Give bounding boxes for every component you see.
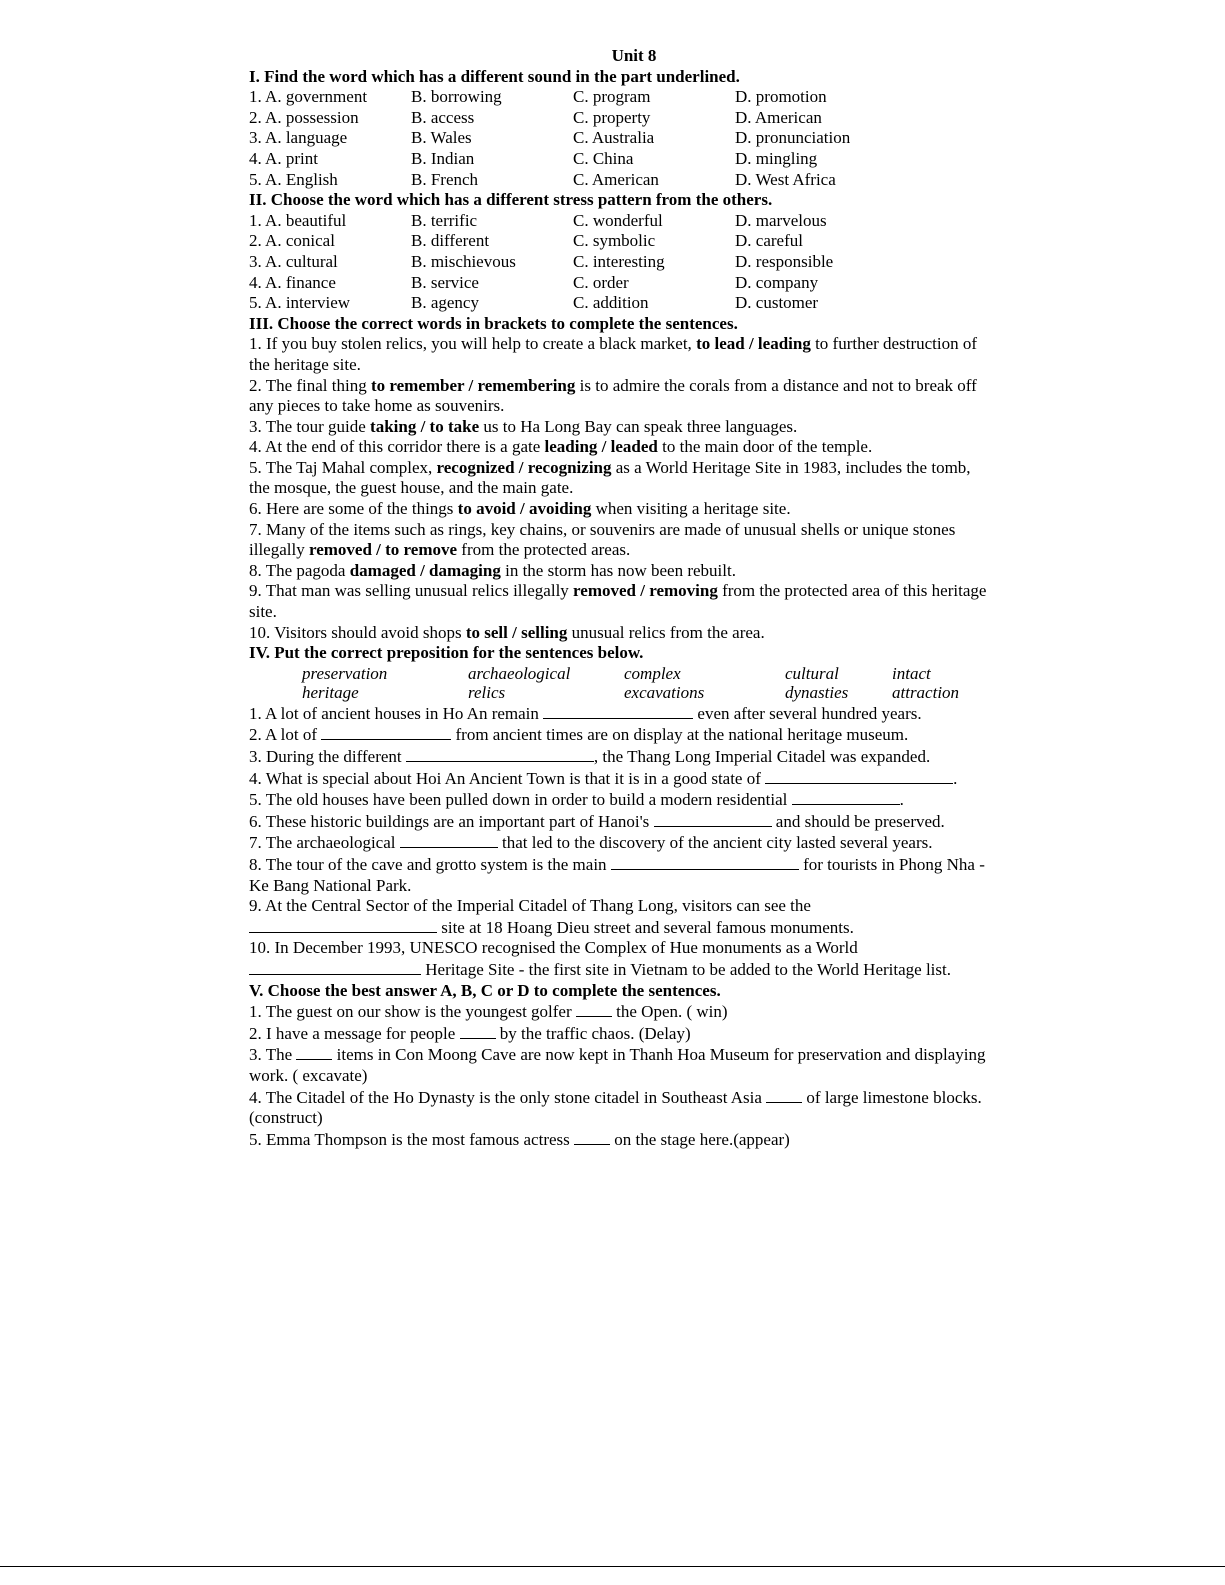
s2-row-3: 3. A. cultural B. mischievous C. interesting D. responsible bbox=[249, 251, 834, 271]
s5-question-4: 4. The Citadel of the Ho Dynasty is the only stone citadel in Southeast Asia of large limestone blocks. (construct) bbox=[249, 1087, 982, 1128]
s2-row-1: 1. A. beautiful B. terrific C. wonderful D. marvelous bbox=[249, 210, 827, 230]
word-bank-item: complex bbox=[624, 663, 681, 683]
word-bank-item: dynasties bbox=[785, 683, 849, 703]
s3-question-10: 10. Visitors should avoid shops to sell / selling unusual relics from the area. bbox=[249, 622, 765, 642]
s5-question-1: 1. The guest on our show is the youngest golfer the Open. ( win) bbox=[249, 1002, 728, 1022]
word-bank-item: relics bbox=[468, 683, 506, 703]
s2-row-5: 5. A. interview B. agency C. addition D. customer bbox=[249, 293, 819, 313]
word-bank-item: attraction bbox=[892, 683, 960, 703]
answer-blank[interactable] bbox=[654, 811, 772, 827]
s4-question-9: 9. At the Central Sector of the Imperial Citadel of Thang Long, visitors can see the site at 18 Hoang Dieu street and several famous monuments. bbox=[249, 896, 854, 937]
worksheet bbox=[249, 46, 989, 1150]
answer-blank[interactable] bbox=[765, 768, 953, 784]
s5-question-3: 3. The items in Con Moong Cave are now kept in Thanh Hoa Museum for preservation and displaying work. ( excavate) bbox=[249, 1045, 986, 1085]
s3-question-4: 4. At the end of this corridor there is a gate leading / leaded to the main door of the temple. bbox=[249, 437, 873, 457]
s3-question-2: 2. The final thing to remember / remembering is to admire the corals from a distance and not to break off any pieces to take home as souvenirs. bbox=[249, 375, 977, 416]
section-1-heading: I. Find the word which has a different sound in the part underlined. bbox=[249, 66, 740, 86]
answer-blank[interactable] bbox=[574, 1129, 610, 1145]
word-bank-item: preservation bbox=[302, 663, 388, 683]
answer-blank[interactable] bbox=[543, 703, 693, 719]
s3-question-8: 8. The pagoda damaged / damaging in the storm has now been rebuilt. bbox=[249, 560, 736, 580]
s3-question-7: 7. Many of the items such as rings, key chains, or souvenirs are made of unusual shells or unique stones illegally removed / to remove from the protected areas. bbox=[249, 519, 956, 560]
answer-blank[interactable] bbox=[321, 724, 451, 740]
s4-question-6: 6. These historic buildings are an important part of Hanoi's and should be preserved. bbox=[249, 811, 945, 831]
word-bank-item: excavations bbox=[624, 683, 705, 703]
section-3-heading: III. Choose the correct words in brackets to complete the sentences. bbox=[249, 313, 738, 333]
s1-row-1: 1. A. government B. borrowing C. program D. promotion bbox=[249, 87, 827, 107]
s4-question-8: 8. The tour of the cave and grotto system is the main for tourists in Phong Nha - Ke Bang National Park. bbox=[249, 854, 985, 895]
s2-row-4: 4. A. finance B. service C. order D. company bbox=[249, 272, 819, 292]
answer-blank[interactable] bbox=[611, 854, 799, 870]
page-bottom-rule bbox=[0, 1566, 1225, 1567]
word-bank-item: archaeological bbox=[468, 663, 571, 683]
s4-question-7: 7. The archaeological that led to the discovery of the ancient city lasted several years. bbox=[249, 833, 933, 853]
s3-question-9: 9. That man was selling unusual relics illegally removed / removing from the protected area of this heritage site. bbox=[249, 581, 987, 622]
answer-blank[interactable] bbox=[792, 789, 900, 805]
s1-row-2: 2. A. possession B. access C. property D. American bbox=[249, 107, 822, 127]
answer-blank[interactable] bbox=[406, 746, 594, 762]
s3-question-1: 1. If you buy stolen relics, you will help to create a black market, to lead / leading to further destruction of the heritage site. bbox=[249, 334, 978, 374]
word-bank-item: cultural bbox=[785, 663, 839, 683]
s2-row-2: 2. A. conical B. different C. symbolic D. careful bbox=[249, 231, 803, 251]
s4-question-4: 4. What is special about Hoi An Ancient Town is that it is in a good state of . bbox=[249, 768, 958, 788]
s4-question-10: 10. In December 1993, UNESCO recognised the Complex of Hue monuments as a World Heritage Site - the first site in Vietnam to be added to the World Heritage list. bbox=[249, 938, 951, 979]
answer-blank[interactable] bbox=[576, 1001, 612, 1017]
s1-row-4: 4. A. print B. Indian C. China D. mingling bbox=[249, 148, 818, 168]
answer-blank[interactable] bbox=[296, 1044, 332, 1060]
page-title: Unit 8 bbox=[611, 46, 657, 65]
section-5-heading: V. Choose the best answer A, B, C or D to complete the sentences. bbox=[249, 980, 721, 1000]
s5-question-2: 2. I have a message for people by the traffic chaos. (Delay) bbox=[249, 1023, 691, 1043]
word-bank-item: heritage bbox=[302, 683, 359, 703]
s5-question-5: 5. Emma Thompson is the most famous actress on the stage here.(appear) bbox=[249, 1129, 790, 1149]
s4-question-1: 1. A lot of ancient houses in Ho An remain even after several hundred years. bbox=[249, 703, 922, 723]
answer-blank[interactable] bbox=[249, 917, 437, 933]
s4-question-2: 2. A lot of from ancient times are on display at the national heritage museum. bbox=[249, 725, 909, 745]
s4-question-5: 5. The old houses have been pulled down in order to build a modern residential . bbox=[249, 790, 904, 810]
answer-blank[interactable] bbox=[400, 832, 498, 848]
word-bank bbox=[249, 664, 992, 703]
s1-row-3: 3. A. language B. Wales C. Australia D. pronunciation bbox=[249, 128, 851, 148]
s3-question-3: 3. The tour guide taking / to take us to Ha Long Bay can speak three languages. bbox=[249, 416, 798, 436]
answer-blank[interactable] bbox=[249, 959, 421, 975]
section-4-heading: IV. Put the correct preposition for the sentences below. bbox=[249, 643, 644, 663]
word-bank-item: intact bbox=[892, 663, 931, 683]
section-2-heading: II. Choose the word which has a different stress pattern from the others. bbox=[249, 190, 773, 210]
answer-blank[interactable] bbox=[766, 1087, 802, 1103]
s3-question-5: 5. The Taj Mahal complex, recognized / recognizing as a World Heritage Site in 1983, includes the tomb, the mosque, the guest house, and the main gate. bbox=[249, 457, 971, 498]
s4-question-3: 3. During the different , the Thang Long Imperial Citadel was expanded. bbox=[249, 747, 931, 766]
s3-question-6: 6. Here are some of the things to avoid / avoiding when visiting a heritage site. bbox=[249, 499, 791, 519]
answer-blank[interactable] bbox=[460, 1023, 496, 1039]
s1-row-5: 5. A. English B. French C. American D. West Africa bbox=[249, 169, 836, 189]
